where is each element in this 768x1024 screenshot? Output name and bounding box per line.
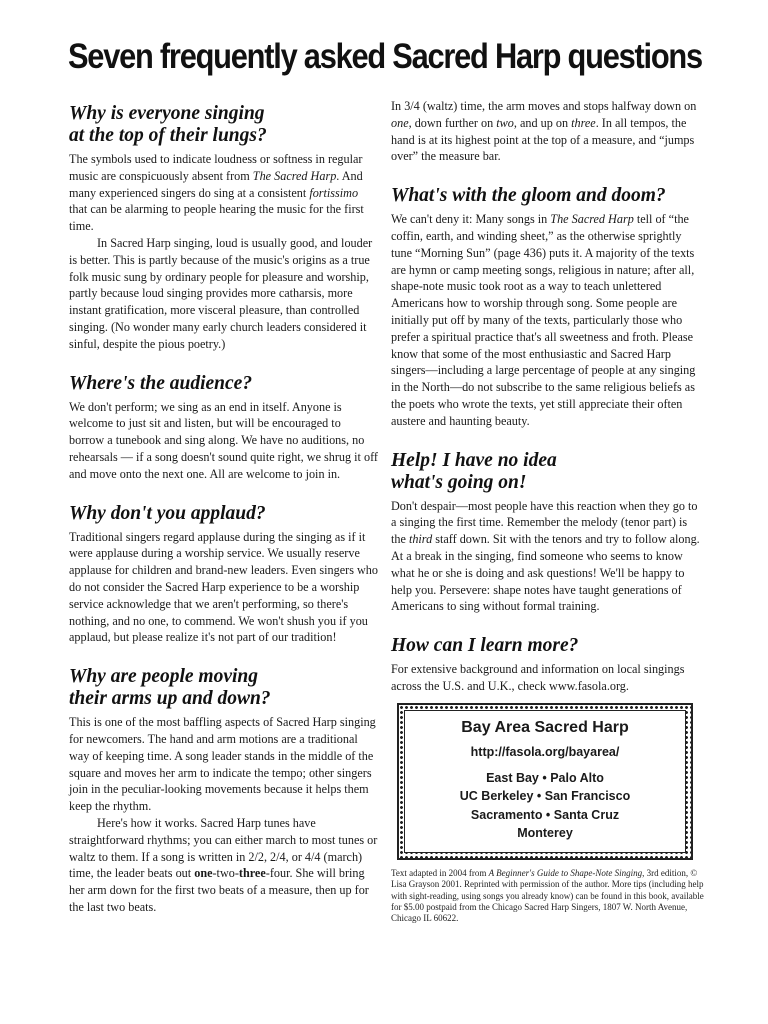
- paragraph: [69, 151, 379, 235]
- text: In 3/4 (waltz) time, the arm moves and stops halfway down on: [391, 99, 697, 113]
- emphasis: two: [496, 115, 514, 130]
- section-applaud: [69, 503, 379, 647]
- book-title: The Sacred Harp: [252, 168, 337, 183]
- text: Here's how it works. Sacred Harp tunes have straightforward rhythms; you can either march to most tunes or waltz to them. If a song is written in 2/2, 2/4, or 4/4 (march) time, the leader beats out: [69, 815, 378, 881]
- book-title: The Sacred Harp: [550, 212, 634, 227]
- credit-note: [391, 868, 704, 925]
- section-arms: [69, 666, 379, 916]
- emphasis: fortissimo: [309, 185, 359, 200]
- paragraph: [391, 98, 704, 165]
- text: Don't despair—most people have this reaction when they go to a singing the first time. Remember the melody (tenor part) is the: [391, 498, 698, 547]
- section-heading: How can I learn more?: [391, 635, 579, 657]
- paragraph: [69, 815, 379, 916]
- paragraph: [391, 498, 704, 616]
- location-line: East Bay • Palo Alto: [486, 770, 604, 785]
- paragraph: This is one of the most baffling aspects of Sacred Harp singing for newcomers. The hand and arm motions are a traditional way of keeping time. A song leader stands in the middle of the square and moves her arm to indicate the tempo; other singers join in the peculiar-looking movements because it helps them keep the rhythm.: [69, 715, 376, 814]
- section-heading: [69, 103, 379, 147]
- text: . And many experienced singers do sing at a consistent: [69, 168, 363, 200]
- section-heading: [69, 666, 379, 710]
- paragraph: In Sacred Harp singing, loud is usually good, and louder is better. This is partly because of the music's origins as a true folk music sung by ordinary people for pleasure and worship, partly because loud singing provides more catharsis, more instant gratification, more visceral pleasure, than controlled singing. (No wonder many early church leaders considered it sinful, despite the pious poetry.): [69, 235, 373, 351]
- info-box-url[interactable]: http://fasola.org/bayarea/: [470, 744, 620, 759]
- text: tell of “the coffin, earth, and winding sheet,” as the otherwise sprightly tune “Morning Sun” (page 436) puts it. A majority of the texts are hymn or camp meeting songs, religious in nature; after all, shape-note music took root as a way to teach unlettered Americans how to worship through song. Some people are initially put off by many of the texts, particularly those who prefer a spiritual practice that's all sweetness and froth. Please know that some of the most enthusiastic and Sacred Harp singers—including a large percentage of people at any singing in the North—do not subscribe to the same religious beliefs as the poets who wrote the texts, yet still appreciate their often austere and haunting beauty.: [391, 212, 696, 428]
- book-title: A Beginner's Guide to Shape-Note Singing: [488, 867, 643, 878]
- text: The symbols used to indicate loudness or softness in regular music are conspicuously absent from: [69, 152, 363, 183]
- heading-line: what's going on!: [391, 471, 527, 493]
- heading-line: Why is everyone singing: [69, 103, 265, 124]
- location-line: UC Berkeley • San Francisco: [459, 789, 631, 804]
- text: , 3rd edition, © Lisa Grayson 2001. Reprinted with permission of the author. More tips (including help with sight-reading, using songs you already know) can be found in this book, available for $5.00 postpaid from the Chicago Sacred Harp Singers, 1807 W. North Avenue, Chicago IL 60622.: [391, 867, 704, 924]
- paragraph: Traditional singers regard applause during the singing as if it were applause during a worship service. We usually reserve applause for children and brand-new leaders. Even singers who do not consider the Sacred Harp experience to be a worship service acknowledge that we aren't performing, so there's nothing, and no one, to commend. We won't shush you if you applaud, but please realize it's not part of our tradition!: [69, 529, 378, 645]
- paragraph: We don't perform; we sing as an end in itself. Anyone is welcome to just sit and listen, but will be encouraged to borrow a tunebook and sing along. We have no auditions, no rehearsals — if a song doesn't sound quite right, we shrug it off and move onto the next one. All are welcome to join in.: [69, 399, 378, 481]
- emphasis: one: [391, 115, 409, 130]
- bay-area-info-box: [397, 703, 693, 860]
- left-column: [69, 103, 379, 916]
- text: . In all tempos, the hand is at its highest point at the top of a measure, and “jumps over” the measure bar.: [391, 115, 695, 164]
- paragraph: For extensive background and information on local singings across the U.S. and U.K., check www.fasola.org.: [391, 662, 685, 693]
- page-title: Seven frequently asked Sacred Harp questions: [68, 37, 702, 76]
- section-help: [391, 450, 704, 616]
- section-heading: What's with the gloom and doom?: [391, 185, 666, 207]
- section-audience: [69, 373, 379, 483]
- location-line: Sacramento • Santa Cruz: [470, 807, 620, 822]
- section-gloom: [391, 185, 704, 429]
- text: , and up on: [513, 115, 572, 130]
- right-column: [391, 98, 704, 934]
- section-heading: Why don't you applaud?: [69, 502, 266, 524]
- heading-line: Why are people moving: [69, 666, 259, 688]
- text: -two-: [212, 866, 239, 881]
- heading-line: Help! I have no idea: [391, 449, 557, 471]
- heading-line: at the top of their lungs?: [69, 125, 267, 146]
- emphasis: third: [408, 532, 433, 547]
- beat-emphasis: three: [238, 866, 266, 881]
- text: We can't deny it: Many songs in: [391, 212, 551, 227]
- section-heading: [391, 450, 704, 494]
- text: -four. She will bring her arm down for the first two beats of a measure, then up for the last two beats.: [69, 866, 369, 914]
- emphasis: three: [571, 115, 596, 130]
- text: Text adapted in 2004 from: [391, 867, 489, 878]
- section-singing: [69, 103, 379, 353]
- text: staff down. Sit with the tenors and try to follow along. At a break in the singing, find someone who seems to know what he or she is doing and ask questions! We'll be happy to help you. Persevere: shape notes have taught generations of Americans to sing without formal training.: [391, 532, 700, 614]
- info-box-title: Bay Area Sacred Harp: [461, 718, 629, 736]
- info-box-content: [404, 710, 686, 853]
- section-heading: Where's the audience?: [69, 372, 253, 394]
- heading-line: their arms up and down?: [69, 688, 271, 710]
- location-line: Monterey: [517, 826, 573, 841]
- text: that can be alarming to people hearing the music for the first time.: [69, 202, 364, 234]
- beat-emphasis: one: [194, 866, 213, 881]
- text: , down further on: [408, 115, 497, 130]
- section-learn: [391, 635, 704, 695]
- paragraph: [391, 211, 704, 429]
